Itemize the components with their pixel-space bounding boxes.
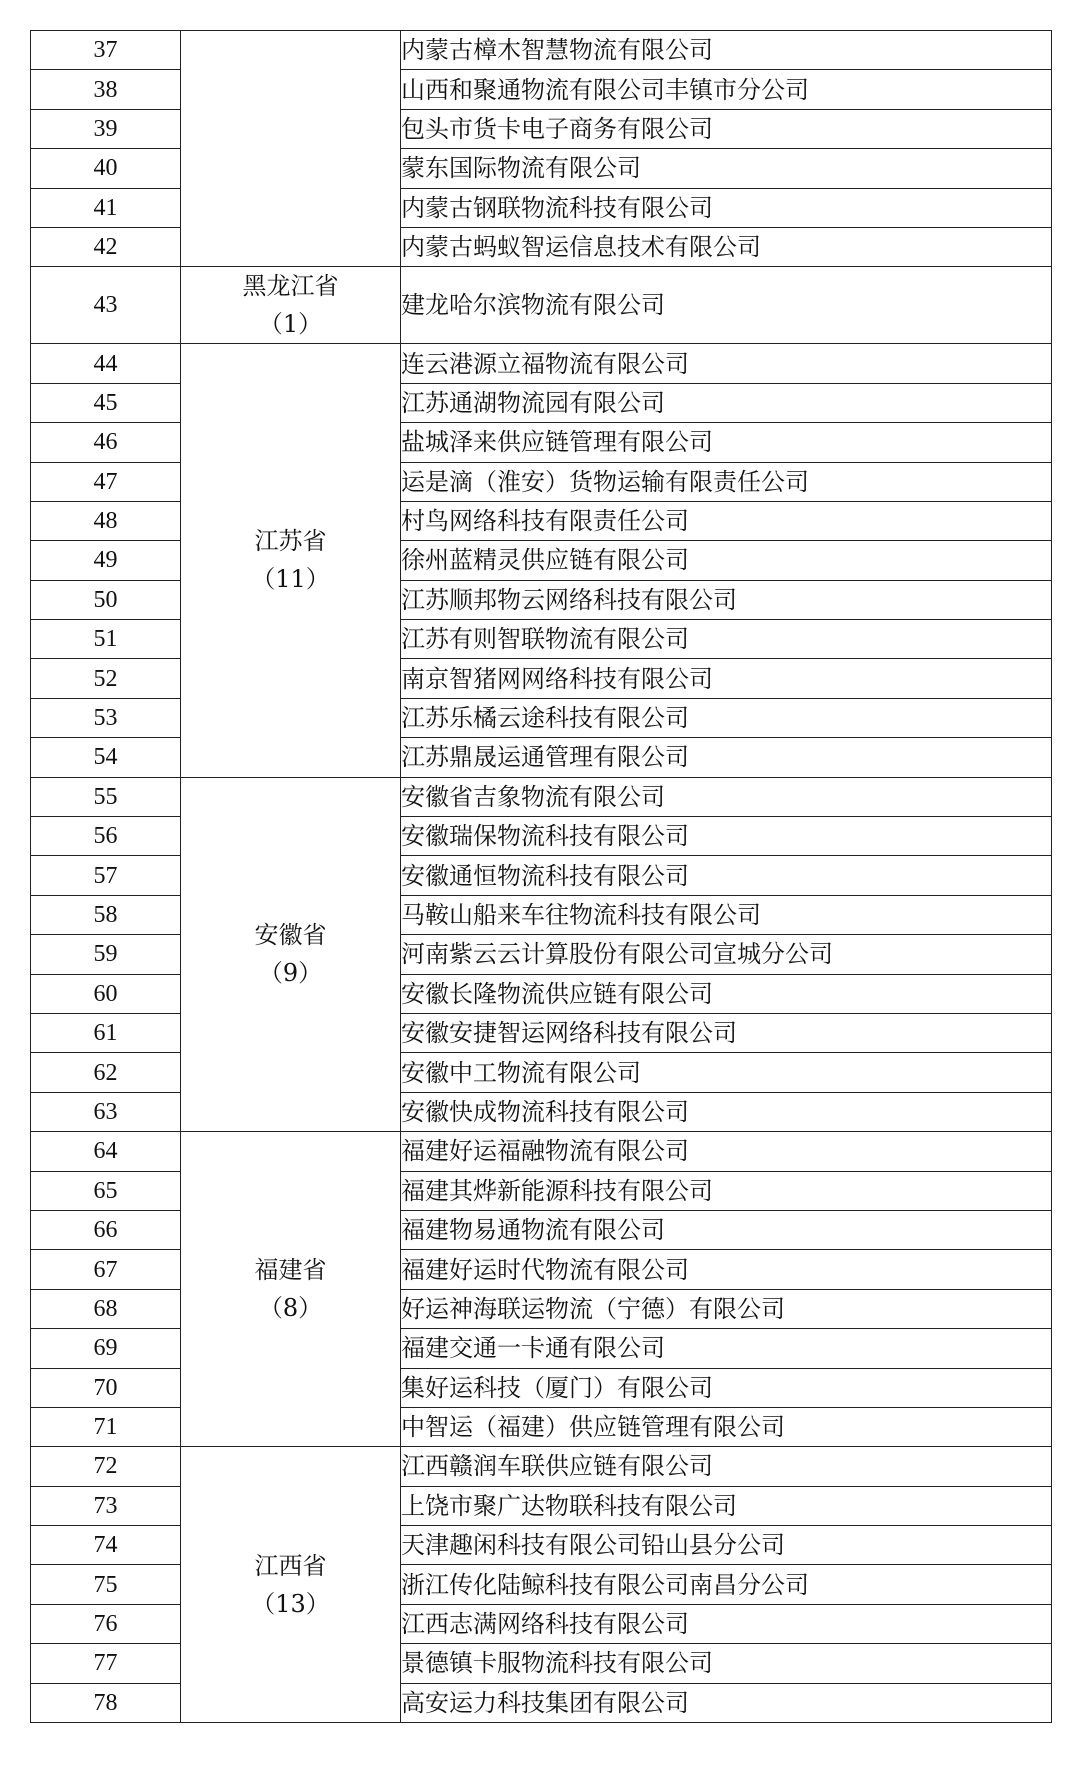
row-number-cell: 70 [31,1368,181,1407]
company-name-cell: 福建好运时代物流有限公司 [401,1250,1052,1289]
row-number-cell: 51 [31,620,181,659]
row-number-cell: 67 [31,1250,181,1289]
province-count: （1） [258,310,323,339]
company-name-cell: 江苏通湖物流园有限公司 [401,383,1052,422]
row-number-cell: 73 [31,1486,181,1525]
province-count: （8） [258,1294,323,1323]
row-number-cell: 56 [31,817,181,856]
table-row [31,1132,1052,1171]
row-number-cell: 52 [31,659,181,698]
company-name-cell: 建龙哈尔滨物流有限公司 [401,267,1052,344]
company-name-cell: 福建物易通物流有限公司 [401,1210,1052,1249]
table-row [31,31,1052,70]
province-name: 安徽省 [254,921,327,950]
table-row [31,777,1052,816]
row-number-cell: 72 [31,1447,181,1486]
company-name-cell: 安徽通恒物流科技有限公司 [401,856,1052,895]
company-name-cell: 村鸟网络科技有限责任公司 [401,501,1052,540]
row-number-cell: 78 [31,1683,181,1722]
company-name-cell: 包头市货卡电子商务有限公司 [401,109,1052,148]
row-number-cell: 38 [31,70,181,109]
row-number-cell: 39 [31,109,181,148]
row-number-cell: 66 [31,1210,181,1249]
document-page [30,30,1051,1723]
company-name-cell: 好运神海联运物流（宁德）有限公司 [401,1289,1052,1328]
row-number-cell: 49 [31,541,181,580]
row-number-cell: 63 [31,1092,181,1131]
province-cell [181,1132,401,1447]
table-row [31,1447,1052,1486]
company-name-cell: 内蒙古钢联物流科技有限公司 [401,188,1052,227]
province-count: （9） [258,959,323,988]
company-list-table [30,30,1052,1723]
row-number-cell: 64 [31,1132,181,1171]
province-cell [181,267,401,344]
company-name-cell: 江苏有则智联物流有限公司 [401,620,1052,659]
row-number-cell: 57 [31,856,181,895]
province-cell [181,777,401,1132]
row-number-cell: 62 [31,1053,181,1092]
company-name-cell: 安徽快成物流科技有限公司 [401,1092,1052,1131]
company-name-cell: 蒙东国际物流有限公司 [401,149,1052,188]
company-name-cell: 徐州蓝精灵供应链有限公司 [401,541,1052,580]
company-name-cell: 连云港源立福物流有限公司 [401,344,1052,383]
company-name-cell: 中智运（福建）供应链管理有限公司 [401,1407,1052,1446]
row-number-cell: 58 [31,895,181,934]
row-number-cell: 76 [31,1604,181,1643]
company-name-cell: 马鞍山船来车往物流科技有限公司 [401,895,1052,934]
row-number-cell: 75 [31,1565,181,1604]
company-name-cell: 福建好运福融物流有限公司 [401,1132,1052,1171]
company-name-cell: 集好运科技（厦门）有限公司 [401,1368,1052,1407]
province-cell [181,1447,401,1723]
company-name-cell: 上饶市聚广达物联科技有限公司 [401,1486,1052,1525]
company-name-cell: 福建其烨新能源科技有限公司 [401,1171,1052,1210]
company-name-cell: 景德镇卡服物流科技有限公司 [401,1644,1052,1683]
company-name-cell: 江苏乐橘云途科技有限公司 [401,698,1052,737]
row-number-cell: 65 [31,1171,181,1210]
company-name-cell: 江西志满网络科技有限公司 [401,1604,1052,1643]
province-cell [181,344,401,777]
company-name-cell: 高安运力科技集团有限公司 [401,1683,1052,1722]
province-count: （11） [251,565,330,594]
company-name-cell: 天津趣闲科技有限公司铅山县分公司 [401,1526,1052,1565]
row-number-cell: 47 [31,462,181,501]
province-cell [181,31,401,267]
province-name: 福建省 [254,1256,327,1285]
company-name-cell: 江西赣润车联供应链有限公司 [401,1447,1052,1486]
company-name-cell: 安徽省吉象物流有限公司 [401,777,1052,816]
row-number-cell: 41 [31,188,181,227]
row-number-cell: 45 [31,383,181,422]
company-name-cell: 安徽瑞保物流科技有限公司 [401,817,1052,856]
province-name: 江西省 [254,1551,327,1580]
row-number-cell: 59 [31,935,181,974]
row-number-cell: 42 [31,227,181,266]
row-number-cell: 61 [31,1013,181,1052]
row-number-cell: 44 [31,344,181,383]
company-name-cell: 福建交通一卡通有限公司 [401,1329,1052,1368]
table-row [31,344,1052,383]
company-name-cell: 盐城泽来供应链管理有限公司 [401,423,1052,462]
company-name-cell: 山西和聚通物流有限公司丰镇市分公司 [401,70,1052,109]
row-number-cell: 37 [31,31,181,70]
row-number-cell: 60 [31,974,181,1013]
row-number-cell: 54 [31,738,181,777]
row-number-cell: 40 [31,149,181,188]
province-count: （13） [251,1589,330,1618]
row-number-cell: 46 [31,423,181,462]
row-number-cell: 55 [31,777,181,816]
company-name-cell: 安徽中工物流有限公司 [401,1053,1052,1092]
company-name-cell: 浙江传化陆鲸科技有限公司南昌分公司 [401,1565,1052,1604]
company-name-cell: 南京智猪网网络科技有限公司 [401,659,1052,698]
company-name-cell: 安徽长隆物流供应链有限公司 [401,974,1052,1013]
row-number-cell: 68 [31,1289,181,1328]
company-name-cell: 内蒙古樟木智慧物流有限公司 [401,31,1052,70]
company-name-cell: 江苏顺邦物云网络科技有限公司 [401,580,1052,619]
row-number-cell: 74 [31,1526,181,1565]
row-number-cell: 48 [31,501,181,540]
province-name: 江苏省 [254,527,327,556]
table-body [31,31,1052,1723]
row-number-cell: 43 [31,267,181,344]
table-row [31,267,1052,344]
company-name-cell: 安徽安捷智运网络科技有限公司 [401,1013,1052,1052]
company-name-cell: 江苏鼎晟运通管理有限公司 [401,738,1052,777]
row-number-cell: 50 [31,580,181,619]
row-number-cell: 77 [31,1644,181,1683]
row-number-cell: 69 [31,1329,181,1368]
company-name-cell: 运是滴（淮安）货物运输有限责任公司 [401,462,1052,501]
province-name: 黑龙江省 [242,272,339,301]
row-number-cell: 53 [31,698,181,737]
company-name-cell: 内蒙古蚂蚁智运信息技术有限公司 [401,227,1052,266]
row-number-cell: 71 [31,1407,181,1446]
company-name-cell: 河南紫云云计算股份有限公司宣城分公司 [401,935,1052,974]
